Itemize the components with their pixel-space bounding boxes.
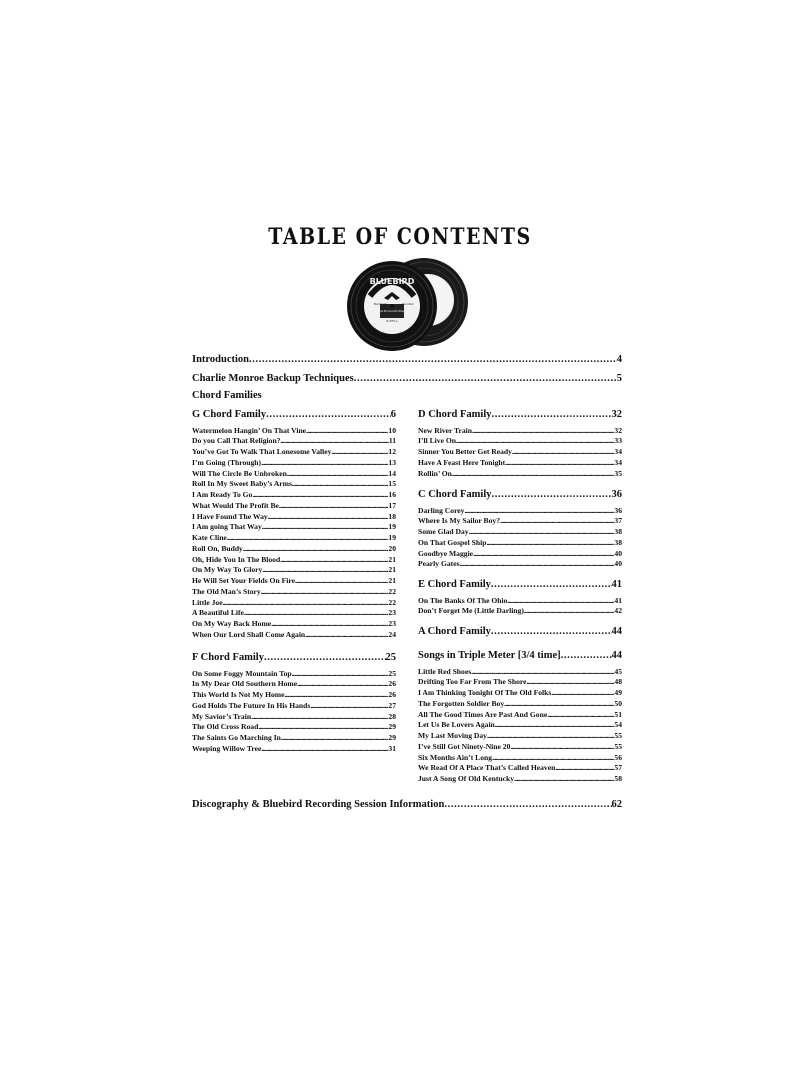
toc-entry-page: 4: [616, 354, 622, 365]
toc-entry-page: 17: [388, 500, 396, 510]
leader-dots: [514, 774, 614, 783]
song-entry[interactable]: [418, 436, 622, 447]
leader-dots: [295, 576, 388, 585]
toc-entry-label: Introduction: [192, 354, 249, 365]
song-entry[interactable]: [192, 598, 396, 609]
leader-dots: [261, 587, 389, 596]
song-entry[interactable]: [192, 436, 396, 447]
toc-entry-label: On The Banks Of The Ohio: [418, 595, 508, 605]
toc-entry-page: 32: [614, 425, 622, 435]
song-entry[interactable]: [192, 630, 396, 641]
song-entry[interactable]: [192, 701, 396, 712]
song-entry[interactable]: [192, 512, 396, 523]
song-entry[interactable]: [418, 538, 622, 549]
toc-entry-page: 41: [614, 595, 622, 605]
toc-entry-page: 6: [390, 409, 396, 420]
toc-entry-page: 45: [614, 666, 622, 676]
song-entry[interactable]: [192, 722, 396, 733]
song-entry[interactable]: [192, 479, 396, 490]
label-artist: The Monroe Brothers: [378, 310, 406, 313]
song-entry[interactable]: [418, 742, 622, 753]
toc-entry-label: Some Glad Day: [418, 527, 469, 536]
toc-entry-label: F Chord Family: [192, 652, 264, 663]
toc-entry-page: 18: [388, 511, 396, 521]
song-entry[interactable]: [192, 490, 396, 501]
song-entry[interactable]: [418, 606, 622, 617]
label-catalog: B-7055-A: [386, 320, 398, 323]
leader-dots: [264, 652, 386, 663]
family-heading-d-chord-family[interactable]: [418, 409, 622, 423]
song-entry[interactable]: [192, 712, 396, 723]
song-entry[interactable]: [192, 501, 396, 512]
toc-entry-page: 16: [388, 490, 396, 499]
toc-entry-page: 34: [614, 447, 622, 456]
leader-dots: [444, 799, 611, 810]
leader-dots: [297, 679, 388, 688]
family-heading-c-chord-family[interactable]: [418, 489, 622, 503]
toc-entry-label: God Holds The Future In His Hands: [192, 700, 311, 710]
toc-entry-label: This World Is Not My Home: [192, 690, 285, 699]
leader-dots: [524, 606, 615, 615]
toc-entry-page: 22: [388, 586, 396, 596]
leader-dots: [261, 744, 388, 753]
toc-entry-label: Roll On, Buddy: [192, 543, 243, 553]
label-brand: BLUEBIRD: [369, 277, 415, 286]
toc-entry-label: My Savior’s Train: [192, 711, 252, 721]
leader-dots: [251, 712, 388, 721]
toc-entry-label: Little Joe: [192, 597, 223, 607]
toc-entry-discography[interactable]: [192, 799, 622, 813]
toc-entry-page: 20: [388, 543, 396, 553]
toc-entry-label: My Last Moving Day: [418, 731, 487, 740]
bluebird-record-logo: [344, 256, 474, 354]
song-entry[interactable]: [418, 506, 622, 517]
leader-dots: [243, 544, 389, 553]
toc-entry-label: The Old Man’s Story: [192, 586, 261, 596]
toc-entry-page: 32: [611, 409, 622, 420]
toc-entry-label: A Beautiful Life: [192, 608, 244, 618]
toc-entry-label: I’m Going (Through): [192, 457, 262, 467]
leader-dots: [227, 533, 389, 542]
song-entry[interactable]: [418, 699, 622, 710]
toc-entry-label: I Am Ready To Go: [192, 490, 253, 499]
song-entry[interactable]: [418, 559, 622, 570]
song-entry[interactable]: [418, 549, 622, 560]
toc-entry-page: 42: [614, 606, 622, 616]
leader-dots: [305, 630, 388, 639]
toc-entry-page: 49: [614, 688, 622, 697]
toc-entry-label: Darling Corey: [418, 505, 465, 515]
chord-families-heading: Chord Families: [192, 390, 262, 401]
toc-entry-page: 55: [614, 731, 622, 740]
leader-dots: [261, 458, 388, 467]
leader-dots: [492, 489, 612, 500]
toc-entry-page: 22: [388, 597, 396, 607]
toc-entry-page: 11: [388, 436, 396, 446]
family-heading-songs-in-triple-meter-3-4-time[interactable]: [418, 650, 622, 664]
toc-entry-page: 13: [388, 457, 396, 467]
song-entry[interactable]: [192, 447, 396, 458]
song-entry[interactable]: [418, 763, 622, 774]
toc-entry-page: 26: [388, 679, 396, 689]
toc-entry-label: D Chord Family: [418, 409, 492, 420]
toc-entry-page: 44: [611, 650, 622, 661]
toc-entry-label: Sinner You Better Get Ready: [418, 447, 512, 456]
toc-entry-page: 36: [614, 505, 622, 515]
leader-dots: [262, 565, 388, 574]
leader-dots: [527, 677, 615, 686]
leader-dots: [331, 447, 388, 456]
toc-entry-page: 21: [388, 565, 396, 575]
toc-entry-label: Just A Song Of Old Kentucky: [418, 774, 515, 783]
leader-dots: [492, 409, 612, 420]
page-title: TABLE OF CONTENTS: [268, 223, 532, 251]
leader-dots: [287, 469, 389, 478]
toc-entry-label: Where Is My Sailor Boy?: [418, 516, 500, 526]
toc-entry-label: Weeping Willow Tree: [192, 743, 262, 753]
song-entry[interactable]: [192, 555, 396, 566]
toc-entry-page: 48: [614, 677, 622, 687]
toc-entry-page: 37: [614, 516, 622, 526]
leader-dots: [292, 669, 389, 678]
toc-entry-label: The Forgotten Soldier Boy: [418, 698, 505, 708]
toc-entry-label: I Have Found The Way: [192, 511, 268, 521]
leader-dots: [292, 479, 388, 488]
family-heading-a-chord-family[interactable]: [418, 626, 622, 640]
leader-dots: [281, 733, 389, 742]
leader-dots: [512, 447, 614, 456]
song-entry[interactable]: [418, 527, 622, 538]
toc-entry-label: Goodbye Maggie: [418, 548, 474, 558]
toc-entry-page: 51: [614, 709, 622, 719]
toc-entry-label: On Some Foggy Mountain Top: [192, 668, 292, 678]
song-entry[interactable]: [192, 669, 396, 680]
toc-entry-page: 21: [388, 554, 396, 564]
toc-entry-label: Little Red Shoes: [418, 666, 472, 676]
song-entry[interactable]: [418, 596, 622, 607]
toc-entry-page: 28: [388, 711, 396, 721]
toc-entry-page: 55: [614, 741, 622, 751]
song-entry[interactable]: [192, 690, 396, 701]
song-entry[interactable]: [418, 720, 622, 731]
leader-dots: [504, 699, 614, 708]
toc-entry-page: 19: [388, 522, 396, 532]
toc-entry-page: 40: [614, 548, 622, 558]
toc-entry-label: Oh, Hide You In The Blood: [192, 554, 281, 564]
leader-dots: [310, 701, 388, 710]
toc-entry-label: Watermelon Hangin’ On That Vine: [192, 425, 307, 435]
toc-entry-page: 21: [388, 576, 396, 585]
toc-entry-label: In My Dear Old Southern Home: [192, 679, 298, 689]
song-entry[interactable]: [418, 447, 622, 458]
song-entry[interactable]: [192, 458, 396, 469]
song-entry[interactable]: [192, 733, 396, 744]
song-entry[interactable]: [418, 458, 622, 469]
leader-dots: [510, 742, 614, 751]
leader-dots: [464, 506, 614, 515]
toc-entry-label: On My Way Back Home: [192, 619, 272, 628]
leader-dots: [284, 690, 388, 699]
toc-entry-page: 38: [614, 537, 622, 547]
leader-dots: [252, 490, 388, 499]
song-entry[interactable]: [192, 544, 396, 555]
toc-entry-page: 35: [614, 468, 622, 478]
toc-entry-label: Roll In My Sweet Baby’s Arms: [192, 479, 292, 489]
song-entry[interactable]: [192, 619, 396, 630]
toc-entry-page: 27: [388, 700, 396, 710]
leader-dots: [555, 763, 614, 772]
song-entry[interactable]: [192, 608, 396, 619]
song-entry[interactable]: [418, 469, 622, 480]
toc-entry-label: What Would The Profit Be: [192, 500, 279, 510]
leader-dots: [492, 753, 614, 762]
toc-entry-page: 56: [614, 752, 622, 762]
leader-dots: [471, 667, 614, 676]
leader-dots: [244, 608, 389, 617]
label-left-text: Electrically: [374, 303, 388, 306]
toc-entry-label: All The Good Times Are Past And Gone: [418, 709, 548, 719]
toc-entry-page: 29: [388, 733, 396, 742]
leader-dots: [495, 720, 615, 729]
leader-dots: [551, 688, 614, 697]
toc-entry-label: Six Months Ain’t Long: [418, 752, 493, 762]
toc-entry-label: On That Gospel Ship: [418, 537, 487, 547]
song-entry[interactable]: [192, 565, 396, 576]
leader-dots: [486, 538, 614, 547]
leader-dots: [223, 598, 389, 607]
leader-dots: [249, 354, 617, 365]
toc-entry-page: 25: [385, 652, 396, 663]
toc-entry-label: G Chord Family: [192, 409, 267, 420]
toc-entry-page: 38: [614, 527, 622, 536]
leader-dots: [505, 458, 614, 467]
leader-dots: [280, 436, 388, 445]
leader-dots: [306, 426, 388, 435]
toc-entry-page: 62: [611, 799, 622, 810]
toc-entry-page: 57: [614, 763, 622, 773]
toc-entry-label: New River Train: [418, 425, 472, 435]
toc-entry-label: On My Way To Glory: [192, 565, 263, 575]
toc-entry-label: Will The Circle Be Unbroken: [192, 468, 287, 478]
toc-entry-page: 29: [388, 722, 396, 732]
toc-entry-label: C Chord Family: [418, 489, 492, 500]
song-entry[interactable]: [418, 667, 622, 678]
leader-dots: [491, 579, 612, 590]
leader-dots: [262, 522, 389, 531]
leader-dots: [491, 626, 612, 637]
song-entry[interactable]: [192, 587, 396, 598]
song-entry[interactable]: [192, 576, 396, 587]
toc-entry-page: 40: [614, 559, 622, 569]
song-entry[interactable]: [192, 426, 396, 437]
toc-entry-label: We Read Of A Place That’s Called Heaven: [418, 763, 556, 773]
toc-entry-page: 23: [388, 619, 396, 628]
song-entry[interactable]: [418, 774, 622, 785]
leader-dots: [547, 710, 614, 719]
leader-dots: [460, 559, 615, 568]
toc-entry-label: I Am Thinking Tonight Of The Old Folks: [418, 688, 552, 697]
toc-entry-page: 14: [388, 468, 396, 478]
leader-dots: [452, 469, 615, 478]
toc-entry-page: 54: [614, 720, 622, 730]
toc-entry-page: 12: [388, 447, 396, 456]
leader-dots: [280, 555, 388, 564]
song-entry[interactable]: [418, 677, 622, 688]
leader-dots: [469, 527, 615, 536]
song-entry[interactable]: [418, 688, 622, 699]
song-entry[interactable]: [192, 469, 396, 480]
leader-dots: [473, 549, 614, 558]
front-record: [347, 261, 437, 351]
family-heading-f-chord-family[interactable]: [192, 652, 396, 666]
toc-entry-label: He Will Set Your Fields On Fire: [192, 576, 295, 585]
toc-entry-page: 23: [388, 608, 396, 618]
toc-entry-page: 34: [614, 457, 622, 467]
toc-entry-label: Kate Cline: [192, 533, 227, 542]
toc-entry-page: 44: [611, 626, 622, 637]
toc-entry-label: Do you Call That Religion?: [192, 436, 281, 446]
toc-entry-label: Rollin’ On: [418, 468, 452, 478]
leader-dots: [487, 731, 614, 740]
toc-entry-page: 25: [388, 668, 396, 678]
leader-dots: [258, 722, 388, 731]
song-entry[interactable]: [192, 522, 396, 533]
toc-entry-label: Discography & Bluebird Recording Session Information: [192, 799, 445, 810]
toc-entry-label: The Old Cross Road: [192, 722, 259, 732]
song-entry[interactable]: [192, 744, 396, 755]
toc-entry-page: 10: [388, 425, 396, 435]
toc-entry-page: 26: [388, 690, 396, 699]
toc-entry-label: Songs in Triple Meter [3/4 time]: [418, 650, 561, 661]
toc-entry-label: I’ll Live On: [418, 436, 456, 446]
toc-entry-page: 41: [611, 579, 622, 590]
toc-entry-backup-techniques[interactable]: [192, 373, 622, 387]
toc-entry-label: Pearly Gates: [418, 559, 460, 569]
leader-dots: [266, 409, 391, 420]
toc-entry-label: E Chord Family: [418, 579, 491, 590]
toc-entry-page: 50: [614, 698, 622, 708]
leader-dots: [561, 650, 612, 661]
toc-entry-label: Don’t Forget Me (Little Darling): [418, 606, 524, 616]
song-entry[interactable]: [418, 710, 622, 721]
toc-entry-page: 31: [388, 743, 396, 753]
song-entry[interactable]: [418, 753, 622, 764]
toc-entry-label: The Saints Go Marching In: [192, 733, 281, 742]
toc-entry-page: 58: [614, 774, 622, 783]
family-heading-e-chord-family[interactable]: [418, 579, 622, 593]
leader-dots: [500, 516, 614, 525]
leader-dots: [279, 501, 388, 510]
family-heading-g-chord-family[interactable]: [192, 409, 396, 423]
leader-dots: [271, 619, 388, 628]
leader-dots: [507, 596, 614, 605]
song-entry[interactable]: [418, 426, 622, 437]
leader-dots: [472, 426, 614, 435]
toc-entry-label: Have A Feast Here Tonight: [418, 457, 506, 467]
toc-entry-page: 36: [611, 489, 622, 500]
toc-entry-label: Let Us Be Lovers Again: [418, 720, 495, 730]
song-entry[interactable]: [192, 679, 396, 690]
toc-entry-label: A Chord Family: [418, 626, 491, 637]
toc-entry-label: Charlie Monroe Backup Techniques: [192, 373, 354, 384]
toc-entry-label: Drifting Too Far From The Shore: [418, 677, 527, 687]
song-entry[interactable]: [192, 533, 396, 544]
toc-entry-page: 24: [388, 629, 396, 639]
toc-entry-page: 15: [388, 479, 396, 489]
toc-entry-label: I Am going That Way: [192, 522, 262, 532]
song-entry[interactable]: [418, 516, 622, 527]
song-entry[interactable]: [418, 731, 622, 742]
label-right-text: Recorded: [402, 303, 414, 306]
toc-entry-page: 33: [614, 436, 622, 446]
leader-dots: [268, 512, 389, 521]
toc-entry-page: 19: [388, 533, 396, 542]
toc-entry-label: I’ve Still Got Ninety-Nine 20: [418, 741, 511, 751]
toc-entry-page: 5: [616, 373, 622, 384]
toc-entry-label: When Our Lord Shall Come Again: [192, 629, 306, 639]
toc-entry-label: You’ve Got To Walk That Lonesome Valley: [192, 447, 332, 456]
leader-dots: [456, 436, 614, 445]
leader-dots: [354, 373, 617, 384]
toc-entry-introduction[interactable]: [192, 354, 622, 368]
